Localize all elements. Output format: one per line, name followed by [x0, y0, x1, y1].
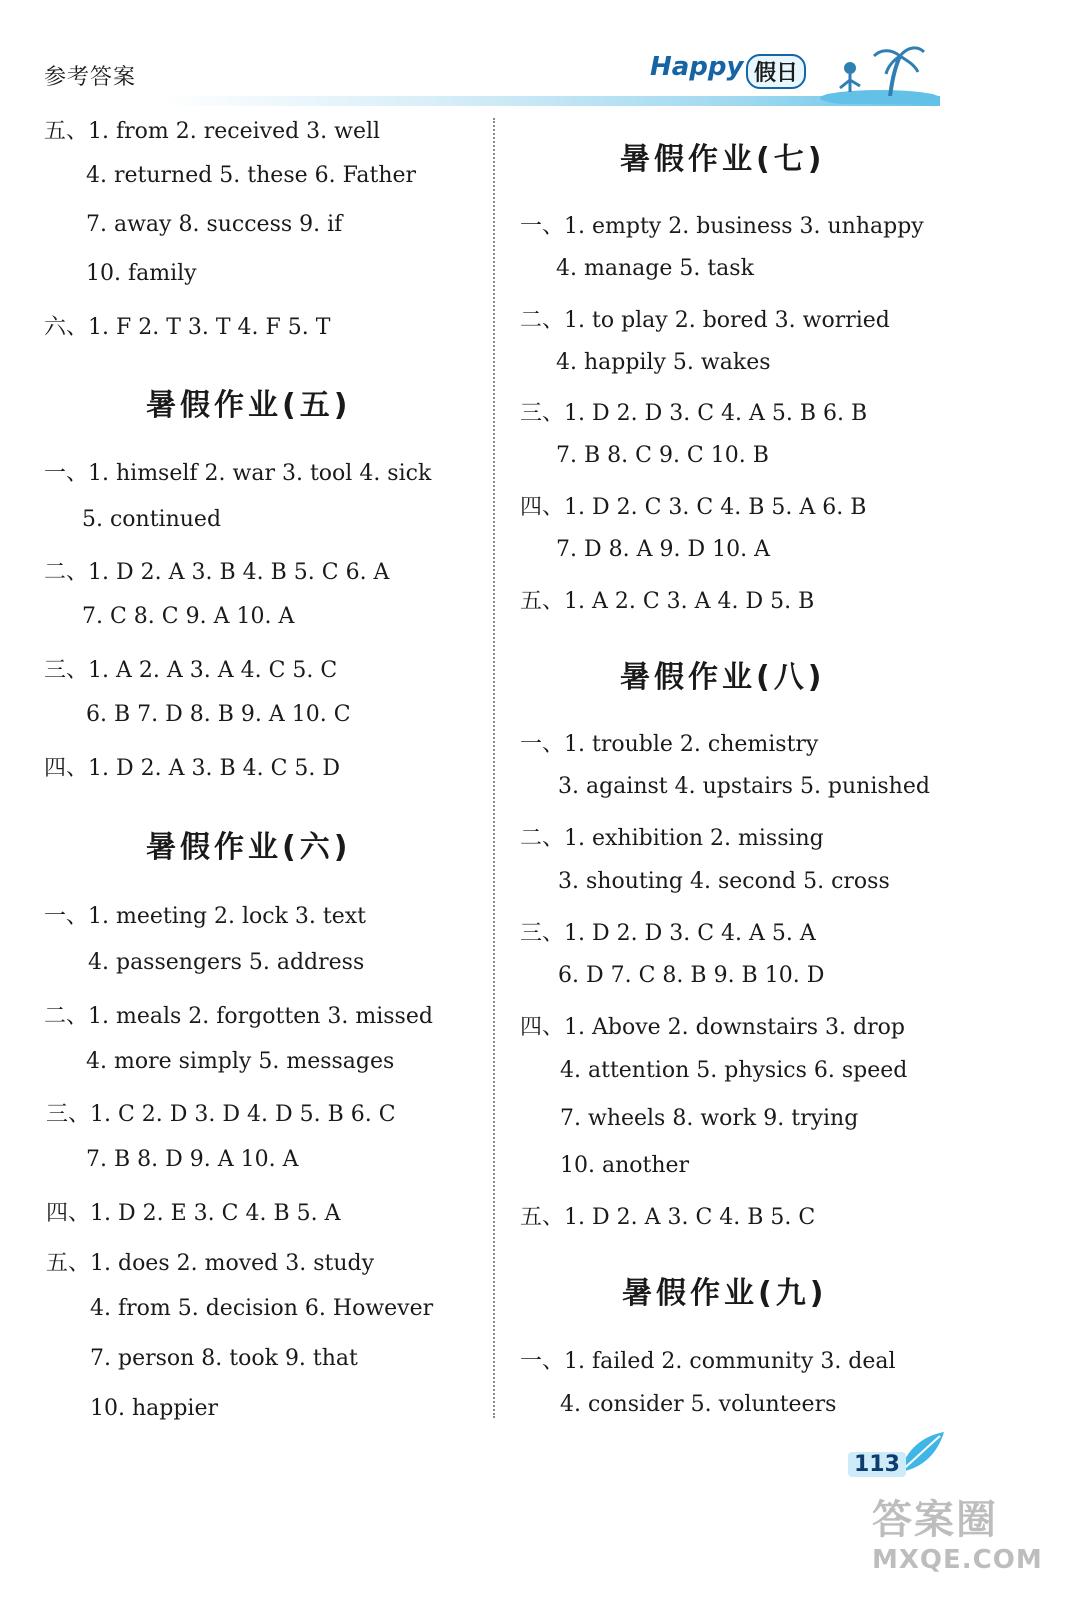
- answer-line: 二、1. exhibition 2. missing: [520, 826, 824, 851]
- answer-line: 五、1. does 2. moved 3. study: [46, 1251, 375, 1276]
- happy-holiday-logo: [620, 42, 940, 104]
- section-title-7: 暑假作业(七): [620, 142, 826, 177]
- answer-line: 一、1. failed 2. community 3. deal: [520, 1349, 896, 1374]
- answer-line: 四、1. D 2. C 3. C 4. B 5. A 6. B: [520, 495, 867, 520]
- column-divider: [493, 118, 495, 1418]
- answer-line: 7. B 8. D 9. A 10. A: [86, 1147, 299, 1172]
- palm-tree-icon: [820, 42, 940, 104]
- section-title-6: 暑假作业(六): [146, 830, 352, 865]
- answer-line: 4. happily 5. wakes: [556, 350, 771, 375]
- answer-line: 三、1. A 2. A 3. A 4. C 5. C: [44, 658, 338, 683]
- logo-happy-text: Happy: [650, 52, 744, 82]
- answer-line: 五、1. D 2. A 3. C 4. B 5. C: [520, 1205, 816, 1230]
- header-label: 参考答案: [44, 65, 137, 90]
- answer-line: 7. C 8. C 9. A 10. A: [82, 604, 295, 629]
- answer-line: 四、1. D 2. A 3. B 4. C 5. D: [44, 756, 341, 781]
- logo-badge: 假日: [746, 54, 806, 89]
- answer-line: 4. passengers 5. address: [88, 950, 365, 975]
- answer-line: 一、1. himself 2. war 3. tool 4. sick: [44, 461, 432, 486]
- answer-line: 6. D 7. C 8. B 9. B 10. D: [558, 963, 825, 988]
- answer-line: 4. manage 5. task: [556, 256, 754, 281]
- section-title-8: 暑假作业(八): [620, 660, 826, 695]
- answer-line: 7. away 8. success 9. if: [86, 212, 343, 237]
- watermark: [872, 1488, 1043, 1575]
- answer-line: 一、1. meeting 2. lock 3. text: [44, 904, 367, 929]
- answer-line: 5. continued: [82, 507, 222, 532]
- answer-line: 二、1. to play 2. bored 3. worried: [520, 308, 890, 333]
- answer-line: 一、1. trouble 2. chemistry: [520, 732, 819, 757]
- answer-line: 四、1. Above 2. downstairs 3. drop: [520, 1015, 905, 1040]
- answer-line: 五、1. from 2. received 3. well: [44, 119, 381, 144]
- answer-line: 7. B 8. C 9. C 10. B: [556, 443, 769, 468]
- answer-line: 10. another: [560, 1153, 690, 1178]
- answer-line: 7. D 8. A 9. D 10. A: [556, 537, 770, 562]
- answer-line: 10. family: [86, 261, 197, 286]
- answer-line: 4. attention 5. physics 6. speed: [560, 1058, 908, 1083]
- answer-line: 4. from 5. decision 6. However: [90, 1296, 434, 1321]
- answer-line: 六、1. F 2. T 3. T 4. F 5. T: [44, 315, 331, 340]
- answer-line: 6. B 7. D 8. B 9. A 10. C: [86, 702, 351, 727]
- answer-line: 7. person 8. took 9. that: [90, 1346, 358, 1371]
- answer-line: 四、1. D 2. E 3. C 4. B 5. A: [46, 1201, 341, 1226]
- section-title-9: 暑假作业(九): [622, 1276, 828, 1311]
- answer-line: 7. wheels 8. work 9. trying: [560, 1106, 859, 1131]
- watermark-title: 答案圈: [872, 1497, 998, 1543]
- answer-line: 五、1. A 2. C 3. A 4. D 5. B: [520, 589, 815, 614]
- section-title-5: 暑假作业(五): [146, 388, 352, 423]
- answer-line: 4. more simply 5. messages: [86, 1049, 395, 1074]
- answer-line: 4. consider 5. volunteers: [560, 1392, 837, 1417]
- answer-line: 三、1. D 2. D 3. C 4. A 5. A: [520, 921, 816, 946]
- answer-line: 10. happier: [90, 1396, 219, 1421]
- answer-line: 一、1. empty 2. business 3. unhappy: [520, 214, 924, 239]
- answer-line: 4. returned 5. these 6. Father: [86, 163, 417, 188]
- answer-line: 二、1. meals 2. forgotten 3. missed: [44, 1004, 433, 1029]
- answer-line: 3. against 4. upstairs 5. punished: [558, 774, 930, 799]
- answer-line: 3. shouting 4. second 5. cross: [558, 869, 890, 894]
- watermark-url: MXQE.COM: [872, 1545, 1043, 1575]
- answer-line: 二、1. D 2. A 3. B 4. B 5. C 6. A: [44, 560, 390, 585]
- answer-line: 三、1. C 2. D 3. D 4. D 5. B 6. C: [46, 1102, 396, 1127]
- page-number: 113: [848, 1452, 906, 1477]
- answer-line: 三、1. D 2. D 3. C 4. A 5. B 6. B: [520, 401, 868, 426]
